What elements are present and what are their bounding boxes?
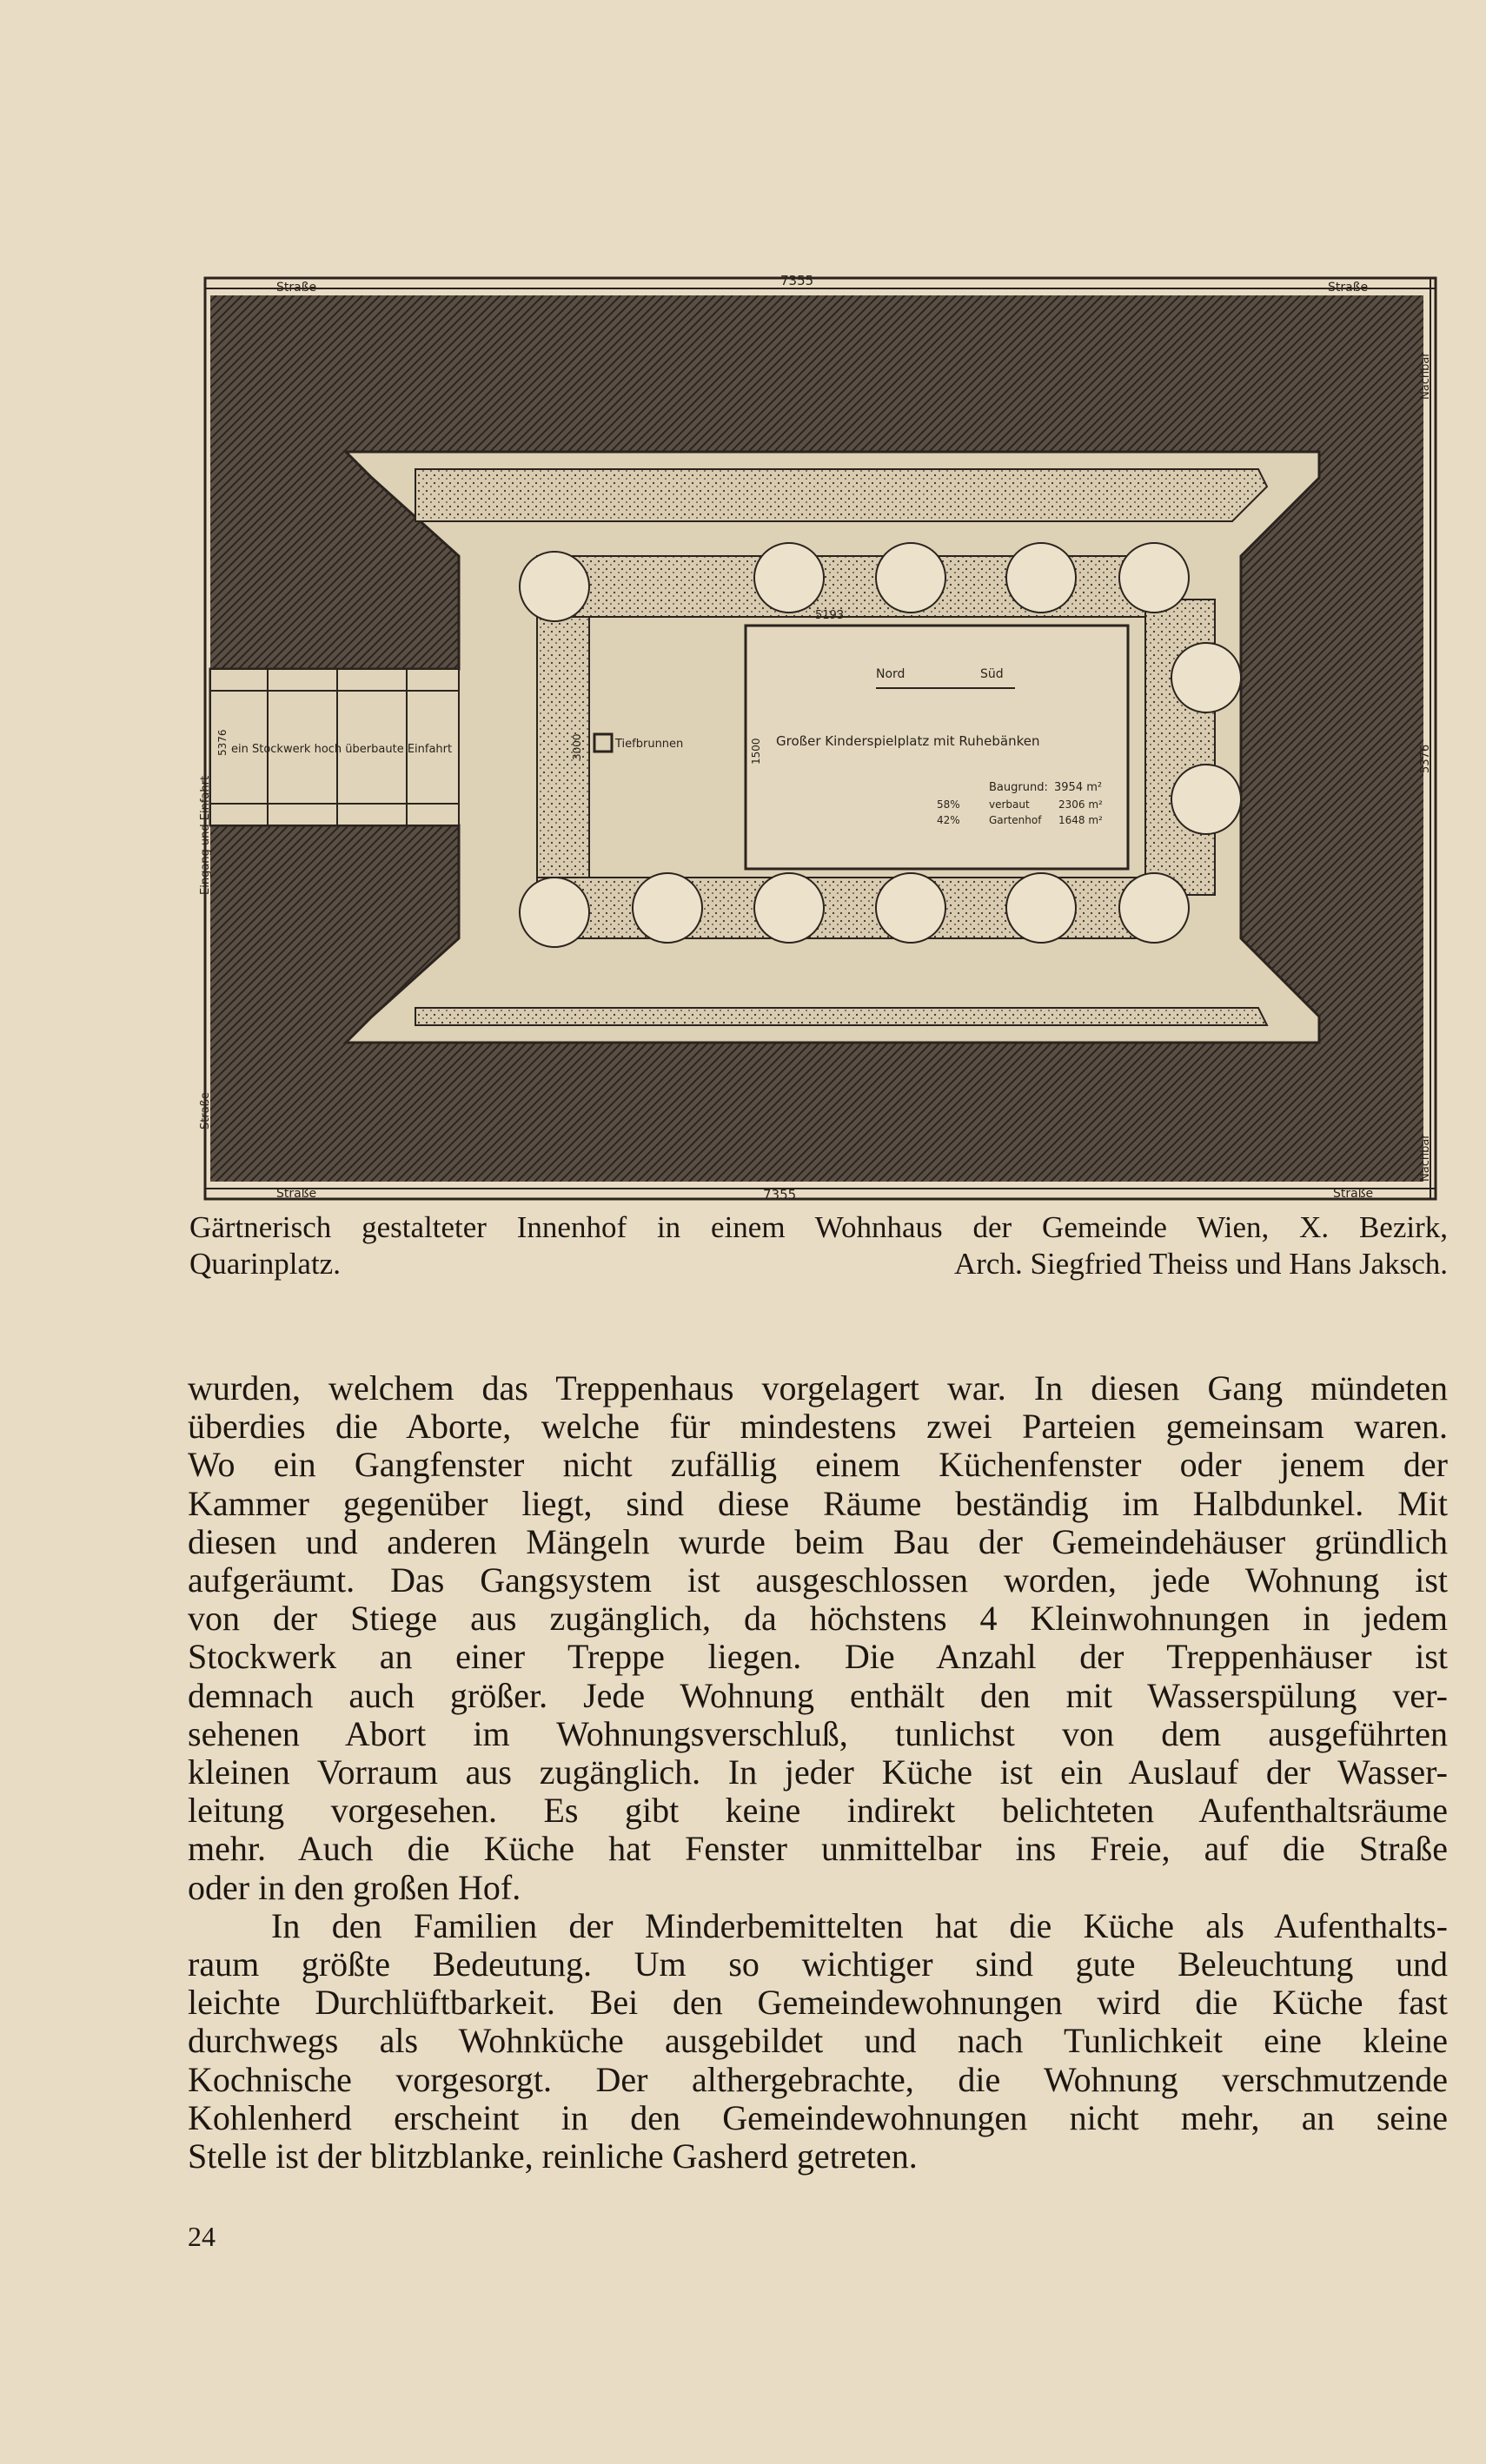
text-line: raum größte Bedeutung. Um so wichtiger sind gute Beleuchtung und: [188, 1944, 1448, 1984]
text-line: leitung vorgesehen. Es gibt keine indirekt belichteten Aufenthaltsräume: [188, 1791, 1448, 1831]
text-line: demnach auch größer. Jede Wohnung enthält den mit Wasserspülung ver-: [188, 1675, 1448, 1715]
ground-area-value: 3954 m²: [1054, 781, 1103, 794]
text-line: überdies die Aborte, welche für mindestens zwei Parteien gemeinsam waren.: [188, 1407, 1448, 1447]
page-number: 24: [188, 2221, 216, 2252]
well-dimension: 3000: [571, 733, 583, 760]
street-label-bottom-right: Straße: [1333, 1187, 1374, 1201]
bottom-dimension-label: 7355: [763, 1187, 797, 1202]
text-line: von der Stiege aus zugänglich, da höchstens 4 Kleinwohnungen in jedem: [188, 1599, 1448, 1639]
text-line: Wo ein Gangfenster nicht zufällig einem Küchenfenster oder jenem der: [188, 1445, 1448, 1485]
figure-caption: [189, 1209, 1448, 1282]
top-dimension-label: 7355: [780, 273, 814, 288]
street-label-top-right: Straße: [1328, 281, 1369, 295]
text-line: Kochnische vorgesorgt. Der althergebrachte, die Wohnung verschmutzende: [188, 2059, 1448, 2099]
well-label: Tiefbrunnen: [615, 738, 684, 751]
passage-label: ein Stockwerk hoch überbaute Einfahrt: [231, 743, 453, 756]
body-text: [188, 1369, 1448, 2176]
text-line: In den Familien der Minderbemittelten hat die Küche als Aufenthalts-: [271, 1905, 1448, 1945]
text-line: kleinen Vorraum aus zugänglich. In jeder Küche ist ein Auslauf der Wasser-: [188, 1752, 1448, 1792]
south-label: Süd: [980, 667, 1004, 681]
passage-dimension: 5376: [216, 729, 229, 756]
text-line: leichte Durchlüftbarkeit. Bei den Gemeindewohnungen wird die Küche fast: [188, 1983, 1448, 2023]
text-line: mehr. Auch die Küche hat Fenster unmittelbar ins Freie, auf die Straße: [188, 1829, 1448, 1869]
built-label: verbaut: [989, 798, 1030, 811]
caption-architects: Arch. Siegfried Theiss und Hans Jaksch.: [954, 1247, 1448, 1281]
caption-line-1: Gärtnerisch gestalteter Innenhof in einem Wohnhaus der Gemeinde Wien, X. Bezirk,: [189, 1210, 1448, 1244]
street-label-top-left: Straße: [276, 281, 317, 295]
text-line: wurden, welchem das Treppenhaus vorgelagert war. In diesen Gang mündeten: [188, 1368, 1448, 1408]
built-value: 2306 m²: [1058, 798, 1103, 811]
text-line: Kohlenherd erscheint in den Gemeindewohnungen nicht mehr, an seine: [188, 2097, 1448, 2137]
text-line: Kammer gegenüber liegt, sind diese Räume beständig im Halbdunkel. Mit: [188, 1483, 1448, 1523]
playground-label: Großer Kinderspielplatz mit Ruhebänken: [776, 733, 1040, 749]
garden-pct: 42%: [937, 814, 960, 826]
court-height-label: 1500: [750, 738, 762, 765]
text-line: aufgeräumt. Das Gangsystem ist ausgeschlossen worden, jede Wohnung ist: [188, 1560, 1448, 1600]
right-dimension-label: 5376: [1419, 744, 1432, 773]
street-label-bottom-left: Straße: [276, 1187, 317, 1201]
built-pct: 58%: [937, 798, 960, 811]
caption-place: Quarinplatz.: [189, 1247, 341, 1281]
right-neighbour-top: Nachbar: [1419, 352, 1432, 400]
right-neighbour-bottom: Nachbar: [1419, 1134, 1432, 1182]
left-street-label: Straße: [199, 1092, 212, 1129]
north-label: Nord: [876, 667, 906, 681]
text-line: durchwegs als Wohnküche ausgebildet und nach Tunlichkeit eine kleine: [188, 2021, 1448, 2061]
caption-line-2: [189, 1246, 1448, 1282]
garden-value: 1648 m²: [1058, 814, 1103, 826]
planting-bed-bottom: [415, 1008, 1267, 1025]
left-entrance-label: Eingang und Einfahrt: [199, 775, 212, 895]
text-line: Stockwerk an einer Treppe liegen. Die Anzahl der Treppenhäuser ist: [188, 1637, 1448, 1677]
text-line: diesen und anderen Mängeln wurde beim Bau der Gemeindehäuser gründlich: [188, 1521, 1448, 1561]
ground-area-label: Baugrund:: [989, 781, 1048, 794]
planting-bed-top: [415, 469, 1267, 521]
court-width-label: 5193: [815, 609, 845, 622]
site-plan-svg: [198, 269, 1443, 1208]
garden-label: Gartenhof: [989, 814, 1042, 826]
text-line: Stelle ist der blitzblanke, reinliche Gasherd getreten.: [188, 2136, 918, 2176]
site-plan-figure: [198, 269, 1443, 1208]
text-line: oder in den großen Hof.: [188, 1867, 521, 1907]
text-line: sehenen Abort im Wohnungsverschluß, tunlichst von dem ausgeführten: [188, 1713, 1448, 1753]
